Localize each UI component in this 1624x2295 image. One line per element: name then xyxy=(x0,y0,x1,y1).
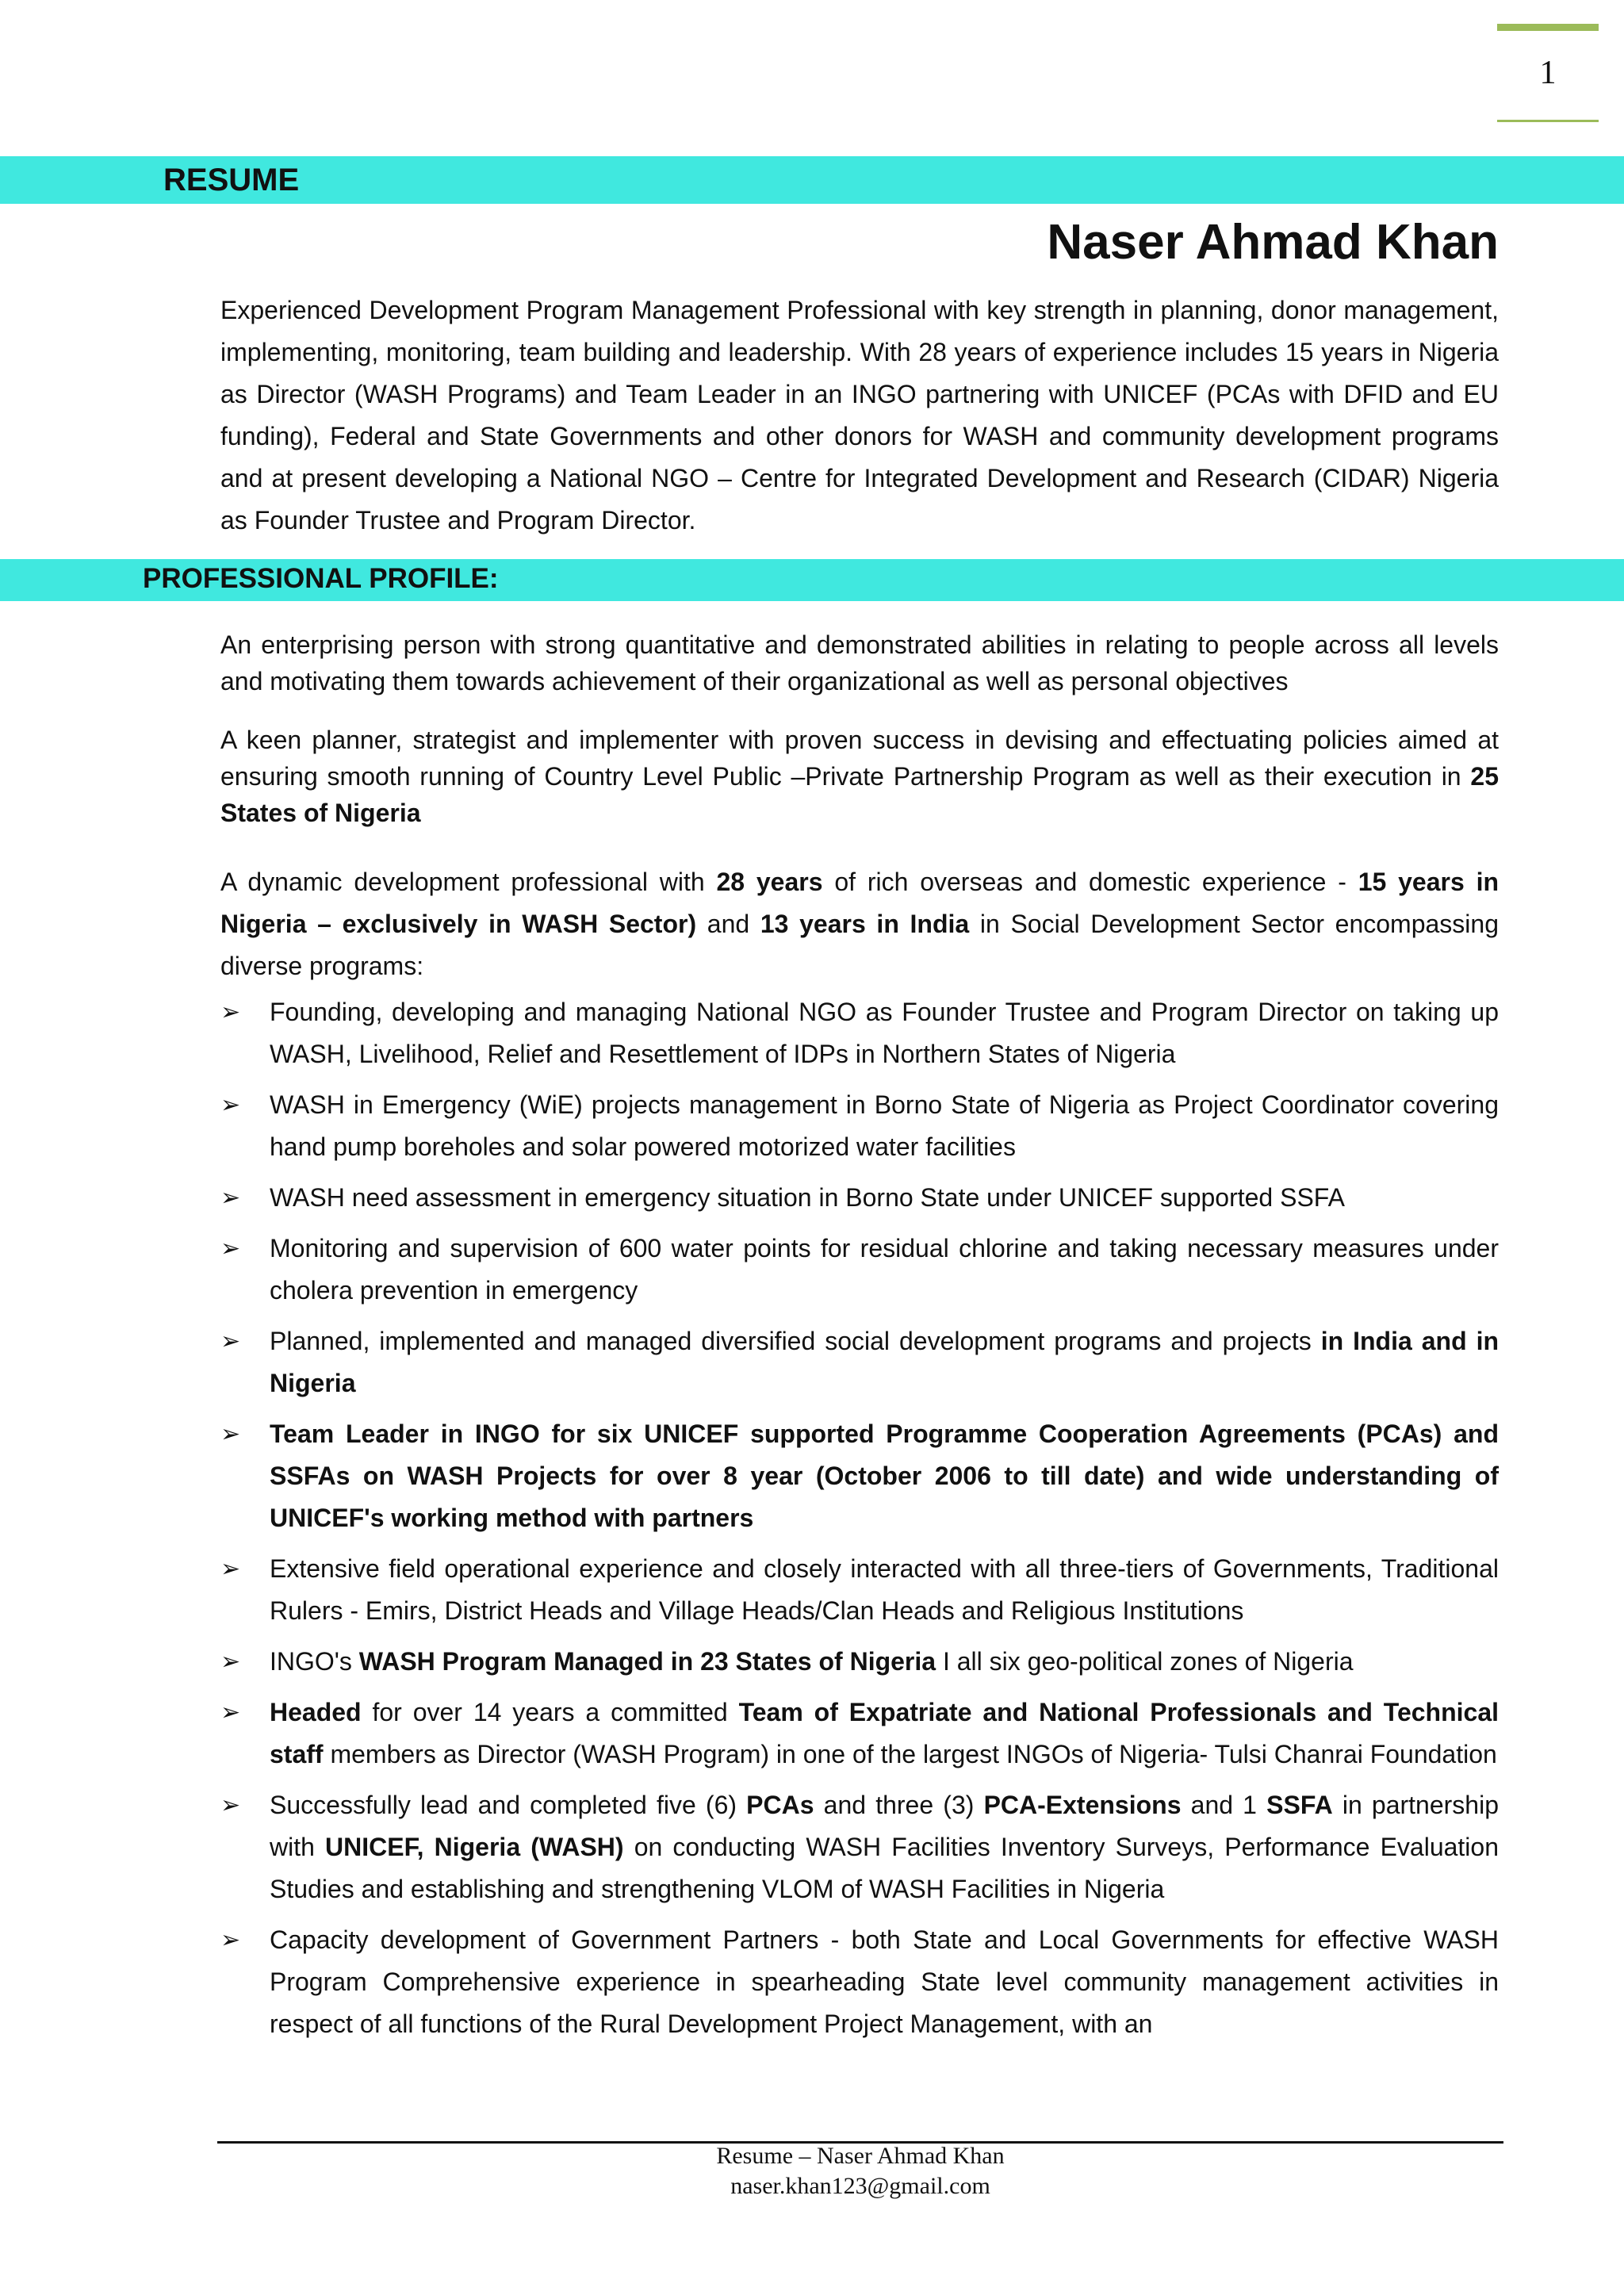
page-number-rule-bottom xyxy=(1497,120,1599,122)
bullet-item: ➢ Planned, implemented and managed diversified social development programs and projects in India and in Nigeria xyxy=(270,1320,1499,1404)
arrow-bullet-icon: ➢ xyxy=(220,1092,241,1118)
bullet-item: ➢ WASH need assessment in emergency situation in Borno State under UNICEF supported SSFA xyxy=(270,1177,1499,1219)
profile-paragraph-3: A dynamic development professional with 28 years of rich overseas and domestic experience - 15 years in Nigeria – exclusively in WASH Sector) and 13 years in India in Social Development Sector encompassing diverse programs: xyxy=(220,868,1500,980)
bullet-item: ➢ Capacity development of Government Partners - both State and Local Governments for effective WASH Program Comprehensive experience in spearheading State level community management activities in respect of all functions of the Rural Development Project Management, with an xyxy=(270,1919,1499,2045)
resume-heading: RESUME xyxy=(163,163,300,197)
footer-title: Resume – Naser Ahmad Khan xyxy=(716,2143,1005,2169)
arrow-bullet-icon: ➢ xyxy=(220,1328,241,1354)
arrow-bullet-icon: ➢ xyxy=(220,1699,241,1726)
bullet-item: ➢ Successfully lead and completed five (6) PCAs and three (3) PCA-Extensions and 1 SSFA in partnership with UNICEF, Nigeria (WASH) on conducting WASH Facilities Inventory Surveys, Performance Evaluation Studies and establishing and strengthening VLOM of WASH Facilities in Nigeria xyxy=(270,1784,1499,1910)
candidate-name: Naser Ahmad Khan xyxy=(1047,215,1499,270)
arrow-bullet-icon: ➢ xyxy=(220,1649,241,1675)
arrow-bullet-icon: ➢ xyxy=(220,999,241,1025)
professional-profile-heading: PROFESSIONAL PROFILE: xyxy=(143,563,499,594)
page-number: 1 xyxy=(1539,55,1557,91)
bullet-item: ➢ Monitoring and supervision of 600 water points for residual chlorine and taking necessary measures under cholera prevention in emergency xyxy=(270,1228,1499,1312)
experience-bullet-list xyxy=(220,991,1500,2054)
bullet-item: ➢ INGO's WASH Program Managed in 23 States of Nigeria I all six geo-political zones of Nigeria xyxy=(270,1641,1499,1683)
arrow-bullet-icon: ➢ xyxy=(220,1421,241,1447)
arrow-bullet-icon: ➢ xyxy=(220,1556,241,1582)
bullet-item: ➢ Founding, developing and managing National NGO as Founder Trustee and Program Director on taking up WASH, Livelihood, Relief and Resettlement of IDPs in Northern States of Nigeria xyxy=(270,991,1499,1075)
page-number-rule-top xyxy=(1497,24,1599,31)
arrow-bullet-icon: ➢ xyxy=(220,1792,241,1818)
summary-paragraph: Experienced Development Program Management Professional with key strength in planning, donor management, implementing, monitoring, team building and leadership. With 28 years of experience includes 15 years in Nigeria as Director (WASH Programs) and Team Leader in an INGO partnering with UNICEF (PCAs with DFID and EU funding), Federal and State Governments and other donors for WASH and community development programs and at present developing a National NGO – Centre for Integrated Development and Research (CIDAR) Nigeria as Founder Trustee and Program Director. xyxy=(220,296,1499,534)
bullet-item: ➢ Team Leader in INGO for six UNICEF supported Programme Cooperation Agreements (PCAs) and SSFAs on WASH Projects for over 8 year (October 2006 to till date) and wide understanding of UNICEF's working method with partners xyxy=(270,1413,1499,1539)
arrow-bullet-icon: ➢ xyxy=(220,1185,241,1211)
bullet-item: ➢ Headed for over 14 years a committed Team of Expatriate and National Professionals and Technical staff members as Director (WASH Program) in one of the largest INGOs of Nigeria- Tulsi Chanrai Foundation xyxy=(270,1692,1499,1776)
arrow-bullet-icon: ➢ xyxy=(220,1236,241,1262)
profile-paragraph-2: A keen planner, strategist and implementer with proven success in devising and effectuating policies aimed at ensuring smooth running of Country Level Public –Private Partnership Program as well as their execution in 25 States of Nigeria xyxy=(220,726,1499,827)
bullet-item: ➢ WASH in Emergency (WiE) projects management in Borno State of Nigeria as Project Coordinator covering hand pump boreholes and solar powered motorized water facilities xyxy=(270,1084,1499,1168)
bullet-item: ➢ Extensive field operational experience and closely interacted with all three-tiers of Governments, Traditional Rulers - Emirs, District Heads and Village Heads/Clan Heads and Religious Institutions xyxy=(270,1548,1499,1632)
arrow-bullet-icon: ➢ xyxy=(220,1927,241,1953)
footer-email: naser.khan123@gmail.com xyxy=(730,2173,990,2199)
profile-paragraph-1: An enterprising person with strong quantitative and demonstrated abilities in relating to people across all levels and motivating them towards achievement of their organizational as well as personal objectives xyxy=(220,630,1499,695)
